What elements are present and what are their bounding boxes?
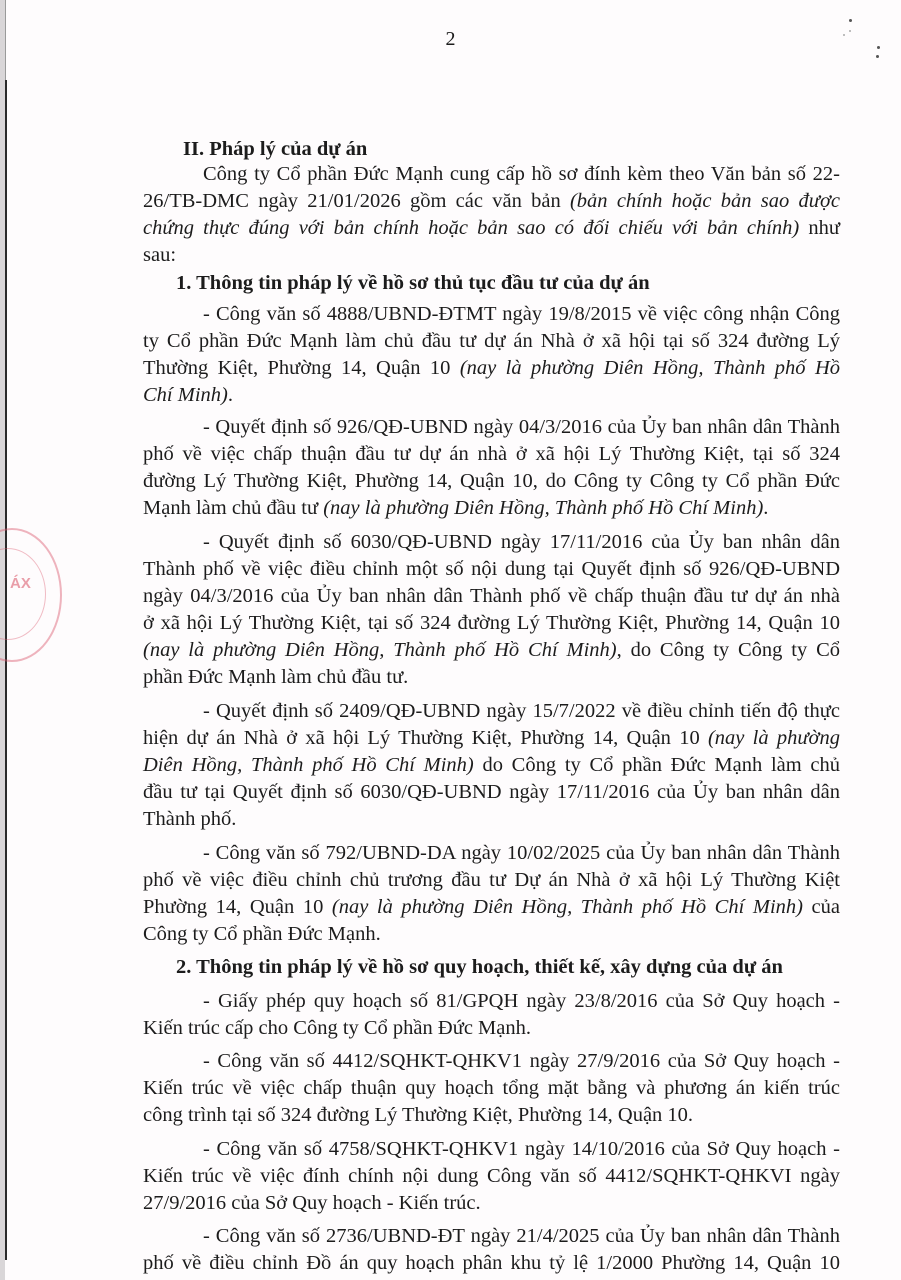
subsection1-item-2-line [143,441,840,467]
subsection2-item-2-line [143,1075,840,1101]
subsection-1-heading: 1. Thông tin pháp lý về hồ sơ thủ tục đầu tư của dự án [176,272,650,294]
subsection1-item-3-line [143,583,840,609]
subsection1-item-1-line [143,355,840,381]
body-text: - Công văn số 4888/UBND-ĐTMT ngày 19/8/2015 về việc công nhận Công [203,303,840,325]
subsection1-item-5-line [143,867,840,893]
body-text: . [763,497,769,519]
subsection2-item-3-line [143,1163,840,1189]
scan-edge-line [5,80,7,1260]
body-text: . [227,384,233,406]
body-text: Thường Kiệt, Phường 14, Quận 10 [143,357,460,379]
subsection2-item-4-line [143,1250,840,1276]
subsection1-item-4-line [143,806,840,832]
body-text: đầu tư tại Quyết định số 6030/QĐ-UBND ngày 17/11/2016 của Ủy ban nhân dân [143,781,840,803]
subsection2-item-3-line [143,1190,840,1216]
body-text: Phường 14, Quận 10 [143,896,332,918]
italic-note: (nay là phường Diên Hồng, Thành phố Hồ Chí Minh) [143,639,617,661]
subsection1-item-3-line [143,610,840,636]
italic-note: Chí Minh) [143,384,228,406]
body-text: do Công ty Cổ phần Đức Mạnh làm chủ [473,754,841,776]
body-text: công trình tại số 324 đường Lý Thường Kiệt, Phường 14, Quận 10. [143,1104,694,1126]
subsection1-item-2-line [143,468,840,494]
subsection1-item-4-line [143,725,840,751]
intro-line [143,188,840,214]
italic-note: (nay là phường Diên Hồng, Thành phố Hồ Chí Minh) [331,896,803,918]
intro-text: như [799,217,840,239]
italic-note: (nay là phường Diên Hồng, Thành phố Hồ Chí Minh) [323,497,764,519]
scan-speck [849,19,852,22]
body-text: - Quyết định số 2409/QĐ-UBND ngày 15/7/2022 về điều chỉnh tiến độ thực [203,700,840,722]
body-text: hiện dự án Nhà ở xã hội Lý Thường Kiệt, Phường 14, Quận 10 [143,727,708,749]
subsection1-item-4-line [143,779,840,805]
subsection1-item-1-line [143,328,840,354]
body-text: phố về điều chỉnh Đồ án quy hoạch phân khu tỷ lệ 1/2000 Phường 14, Quận 10 [143,1252,840,1274]
body-text: - Quyết định số 926/QĐ-UBND ngày 04/3/2016 của Ủy ban nhân dân Thành [203,416,840,438]
subsection2-item-3-line [203,1136,840,1162]
subsection1-item-1-line [203,301,840,327]
intro-italic: (bản chính hoặc bản sao được [569,190,840,212]
body-text: ở xã hội Lý Thường Kiệt, tại số 324 đường Lý Thường Kiệt, Phường 14, Quận 10 [143,612,840,634]
subsection2-item-2-line [143,1102,840,1128]
body-text: - Giấy phép quy hoạch số 81/GPQH ngày 23/8/2016 của Sở Quy hoạch - [203,990,840,1012]
subsection1-item-3-line [143,556,840,582]
intro-italic: chứng thực đúng với bản chính hoặc bản sao có đối chiếu với bản chính) [143,217,800,239]
body-text: Mạnh làm chủ đầu tư [143,497,324,519]
intro-text: 26/TB-DMC ngày 21/01/2026 gồm các văn bản [143,190,570,212]
subsection2-item-2-line [203,1048,840,1074]
intro-line: Công ty Cổ phần Đức Mạnh cung cấp hồ sơ đính kèm theo Văn bản số 22- [203,163,840,185]
subsection1-item-3-line [203,529,840,555]
body-text: ty Cổ phần Đức Mạnh làm chủ đầu tư dự án Nhà ở xã hội tại số 324 đường Lý [143,330,840,352]
body-text: Kiến trúc về việc đính chính nội dung Công văn số 4412/SQHKT-QHKVI ngày [143,1165,840,1187]
subsection1-item-2-line [203,414,840,440]
scan-speck [876,55,879,58]
body-text: của [802,896,840,918]
italic-note: Diên Hồng, Thành phố Hồ Chí Minh) [143,754,474,776]
body-text: Kiến trúc cấp cho Công ty Cổ phần Đức Mạnh. [143,1017,531,1039]
intro-line [143,215,840,241]
body-text: phần Đức Mạnh làm chủ đầu tư. [143,666,409,688]
body-text: phố về việc điều chỉnh chủ trương đầu tư Dự án Nhà ở xã hội Lý Thường Kiệt [143,869,840,891]
body-text: - Công văn số 4412/SQHKT-QHKV1 ngày 27/9/2016 của Sở Quy hoạch - [203,1050,840,1072]
subsection1-item-5-line [203,840,840,866]
subsection1-item-3-line [143,664,840,690]
subsection1-item-4-line [143,752,840,778]
intro-line: sau: [143,244,177,266]
body-text: Thành phố. [143,808,237,830]
subsection-2-heading: 2. Thông tin pháp lý về hồ sơ quy hoạch, thiết kế, xây dựng của dự án [176,956,783,978]
body-text: - Quyết định số 6030/QĐ-UBND ngày 17/11/2016 của Ủy ban nhân dân [203,531,840,553]
body-text: Công ty Cổ phần Đức Mạnh. [143,923,381,945]
subsection2-item-1-line [203,988,840,1014]
body-text: - Công văn số 792/UBND-DA ngày 10/02/2025 của Ủy ban nhân dân Thành [203,842,840,864]
italic-note: (nay là phường [707,727,840,749]
body-text: 27/9/2016 của Sở Quy hoạch - Kiến trúc. [143,1192,481,1214]
subsection1-item-1-line [143,382,840,408]
page-number: 2 [445,28,456,50]
section-heading: II. Pháp lý của dự án [183,138,368,160]
body-text: đường Lý Thường Kiệt, Phường 14, Quận 10, do Công ty Công ty Cổ phần Đức [143,470,840,492]
subsection2-item-4-line [203,1223,840,1249]
subsection1-item-2-line [143,495,840,521]
body-text: Thành phố về việc điều chỉnh một số nội dung tại Quyết định số 926/QĐ-UBND [143,558,840,580]
stamp-text: ÁX [10,575,31,592]
subsection1-item-3-line [143,637,840,663]
subsection2-item-1-line [143,1015,840,1041]
subsection1-item-4-line [203,698,840,724]
body-text: ngày 04/3/2016 của Ủy ban nhân dân Thành phố về chấp thuận đầu tư dự án nhà [143,585,840,607]
body-text: phố về việc chấp thuận đầu tư dự án nhà ở xã hội Lý Thường Kiệt, tại số 324 [143,443,840,465]
italic-note: (nay là phường Diên Hồng, Thành phố Hồ [459,357,840,379]
body-text: Kiến trúc về việc chấp thuận quy hoạch tổng mặt bằng và phương án kiến trúc [143,1077,840,1099]
subsection1-item-5-line [143,894,840,920]
subsection1-item-5-line [143,921,840,947]
body-text: , do Công ty Công ty Cổ [616,639,840,661]
body-text: - Công văn số 2736/UBND-ĐT ngày 21/4/2025 của Ủy ban nhân dân Thành [203,1225,840,1247]
body-text: - Công văn số 4758/SQHKT-QHKV1 ngày 14/10/2016 của Sở Quy hoạch - [203,1138,840,1160]
